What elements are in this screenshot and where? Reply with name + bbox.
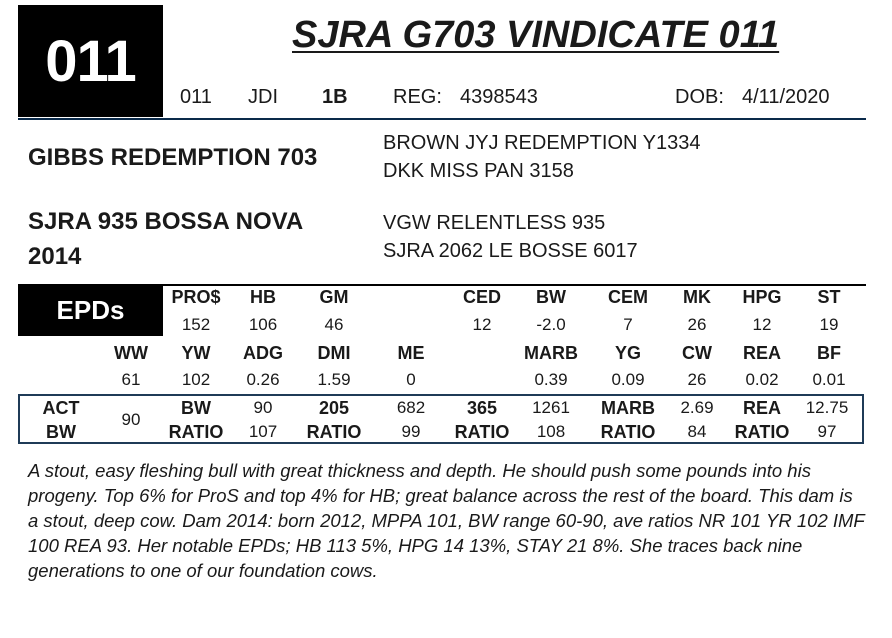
epd-header: MK [683,287,711,307]
actual-measure-label: MARB [601,398,655,418]
epd-value: 0.02 [745,370,779,389]
epd-value: 0.26 [246,370,280,389]
dam-name-line2: 2014 [28,243,82,270]
actual-value: 682 [396,398,426,417]
reg-label: REG: [393,86,442,108]
epd-value: 0.09 [611,370,645,389]
header-divider [18,118,866,120]
ratio-value: 107 [248,422,278,441]
ratio-value: 99 [401,422,421,441]
ratio-label: RATIO [600,422,656,442]
epd-header: CEM [608,287,648,307]
act-label: ACT [42,398,80,418]
epd-value: 7 [623,315,633,334]
epd-header: PRO$ [171,287,221,307]
epd-value: 46 [324,315,344,334]
actual-measure-label: 365 [466,398,498,418]
epd-header: BW [536,287,566,307]
ratio-label: RATIO [168,422,224,442]
actual-measure-label: 205 [318,398,350,418]
ratio-label: RATIO [734,422,790,442]
epd-header: HPG [742,287,782,307]
dob-value: 4/11/2020 [742,86,830,108]
dam-name-line1: SJRA 935 BOSSA NOVA [28,208,304,235]
epd-value: 61 [121,370,141,389]
actual-measure-label: BW [181,398,211,418]
epd-value: 0.39 [534,370,568,389]
description-block [28,458,868,583]
description-text: A stout, easy fleshing bull with great thickness and depth. He should push some pounds into his progeny. Top 6% for ProS and top 4% for HB; great balance across the rest of the board. This dam is a stout, deep cow. Dam 2014: born 2012, MPPA 101, BW range 60-90, ave ratios NR 101 YR 102 IMF 100 REA 93. Her notable EPDs; HB 113 5%, HPG 14 13%, STAY 21 8%. She traces back nine generations to one of our foundation cows. [28,460,865,581]
dob-label: DOB: [675,86,724,108]
epd-value: 152 [181,315,211,334]
epd-header: DMI [317,343,351,363]
epd-value: -2.0 [536,315,566,334]
lot-number: 011 [45,28,136,94]
act-bw-value: 90 [121,410,141,429]
epd-header: MARB [524,343,578,363]
actual-value: 12.75 [805,398,849,417]
ratio-value: 84 [687,422,707,441]
epd-header: ME [397,343,425,363]
epd-header: YW [181,343,211,363]
ratio-value: 108 [536,422,566,441]
breeder-code: JDI [248,86,278,108]
reg-number: 4398543 [460,86,538,108]
dam-dam: SJRA 2062 LE BOSSE 6017 [383,240,638,262]
actual-value: 1261 [532,398,570,417]
epd-value: 1.59 [317,370,351,389]
epd-label-box [18,284,163,336]
lot-small: 011 [180,86,212,108]
sire-sire: BROWN JYJ REDEMPTION Y1334 [383,132,701,154]
actual-value: 2.69 [680,398,714,417]
epd-header: ST [817,287,841,307]
epd-top-rule [163,284,866,286]
epd-header: REA [742,343,782,363]
epd-value: 102 [181,370,211,389]
epd-value: 12 [752,315,772,334]
epd-value: 26 [687,370,707,389]
epd-value: 0 [406,370,416,389]
lot-number-box [18,5,163,117]
epd-header: CW [682,343,712,363]
ratio-label: RATIO [306,422,362,442]
animal-name-title: SJRA G703 VINDICATE 011 [292,14,780,56]
actual-measure-label: REA [742,398,782,418]
ratio-label: RATIO [454,422,510,442]
epd-value: 19 [819,315,839,334]
epd-value: 26 [687,315,707,334]
epd-value: 0.01 [812,370,846,389]
sire-name: GIBBS REDEMPTION 703 [28,144,318,171]
epd-value: 12 [472,315,492,334]
epd-header: GM [319,287,349,307]
sire-dam: DKK MISS PAN 3158 [383,160,574,182]
epd-value: 106 [248,315,278,334]
bw-label: BW [46,422,76,442]
epd-label: EPDs [56,294,125,325]
dam-sire: VGW RELENTLESS 935 [383,212,606,234]
epd-header: BF [817,343,841,363]
ratio-value: 97 [817,422,837,441]
epd-header: WW [114,343,148,363]
epd-header: HB [250,287,276,307]
epd-header: CED [462,287,502,307]
epd-header: YG [614,343,642,363]
epd-header: ADG [243,343,283,363]
class-code: 1B [322,86,348,108]
actual-value: 90 [253,398,273,417]
